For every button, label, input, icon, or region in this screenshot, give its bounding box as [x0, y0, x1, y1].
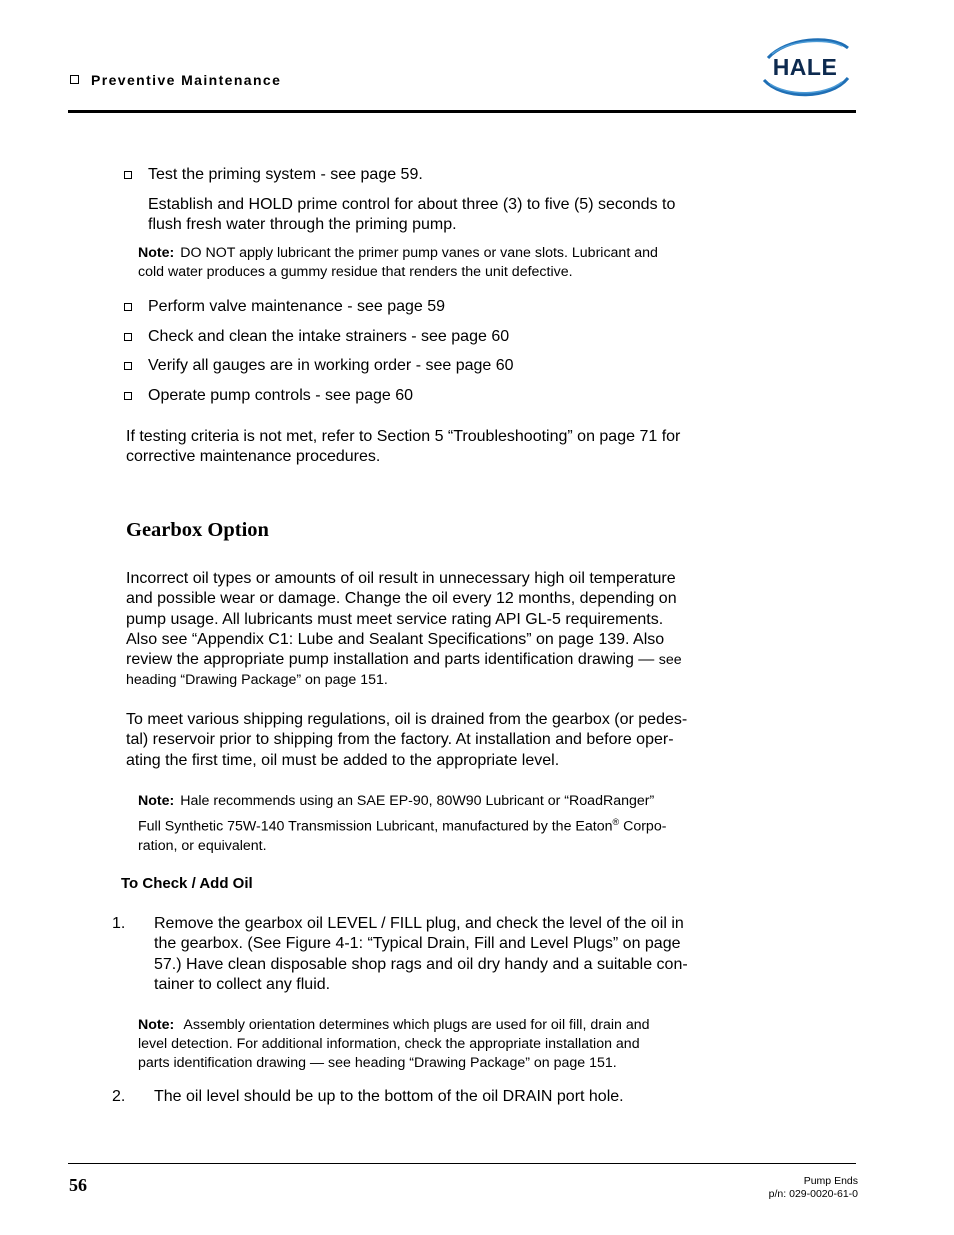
hale-logo: [756, 34, 854, 98]
checklist-item-strainers: Check and clean the intake strainers - see page 60: [124, 327, 509, 347]
note-primer-lubricant: Note: DO NOT apply lubricant the primer pump vanes or vane slots. Lubricant and cold water produces a gummy residue that renders the unit defective.: [138, 245, 658, 280]
gearbox-paragraph-1: Incorrect oil types or amounts of oil result in unnecessary high oil temperature and possible wear or damage. Change the oil every 12 months, depending on pump usage. All lubricants must meet service rating API GL-5 requirements. Also see “Appendix C1: Lube and Sealant Specifications” on page 139. Also review the appropriate pump installation and parts identification drawing — see heading “Drawing Package” on page 151.: [126, 570, 682, 689]
step-1: 1. Remove the gearbox oil LEVEL / FILL plug, and check the level of the oil in the gearbox. (See Figure 4-1: “Typical Drain, Fill and Level Plugs” on page 57.) Have clean disposable shop rags and oil dry handy and a suitable con- tainer to collect any fluid.: [112, 915, 688, 993]
checklist-item-pump-controls: Operate pump controls - see page 60: [124, 386, 413, 406]
footer-rule: [68, 1163, 856, 1164]
checkbox-bullet-icon: [124, 333, 132, 341]
footer-doc-title: Pump Ends: [803, 1175, 858, 1187]
check-oil-subheading: To Check / Add Oil: [121, 875, 253, 892]
section-title: [70, 72, 281, 88]
checkbox-bullet-icon: [124, 171, 132, 179]
page-number: 56: [69, 1175, 87, 1195]
priming-detail: Establish and HOLD prime control for about three (3) to five (5) seconds to flush fresh water through the priming pump.: [148, 196, 676, 234]
checklist-item-gauges: Verify all gauges are in working order - see page 60: [124, 356, 514, 376]
checklist-item-valve: Perform valve maintenance - see page 59: [124, 297, 445, 317]
troubleshooting-paragraph: If testing criteria is not met, refer to Section 5 “Troubleshooting” on page 71 for corrective maintenance procedures.: [126, 428, 681, 466]
note-lubricant-recommendation: Note: Hale recommends using an SAE EP-90, 80W90 Lubricant or “RoadRanger” Full Synthetic 75W-140 Transmission Lubricant, manufactured by the Eaton® Corpo- ration, or equivalent.: [138, 793, 667, 854]
checkbox-bullet-icon: [70, 75, 79, 84]
step-2: 2. The oil level should be up to the bottom of the oil DRAIN port hole.: [112, 1088, 624, 1105]
footer-part-number: p/n: 029-0020-61-0: [768, 1188, 858, 1200]
note-plug-orientation: Note: Assembly orientation determines which plugs are used for oil fill, drain and level detection. For additional information, check the appropriate installation and parts identification drawing — see heading “Drawing Package” on page 151.: [138, 1017, 650, 1071]
gearbox-paragraph-2: To meet various shipping regulations, oil is drained from the gearbox (or pedes- tal) reservoir prior to shipping from the factory. At installation and before oper- ating the first time, oil must be added to the appropriate level.: [126, 711, 688, 769]
footer-doc-info: [769, 1175, 858, 1201]
section-title-text: Preventive Maintenance: [91, 72, 282, 88]
checkbox-bullet-icon: [124, 303, 132, 311]
svg-text:HALE: HALE: [772, 54, 838, 80]
checkbox-bullet-icon: [124, 392, 132, 400]
checklist-item-priming: Test the priming system - see page 59.: [124, 165, 423, 185]
checkbox-bullet-icon: [124, 362, 132, 370]
gearbox-heading: Gearbox Option: [126, 519, 269, 541]
header-rule: [68, 110, 856, 113]
